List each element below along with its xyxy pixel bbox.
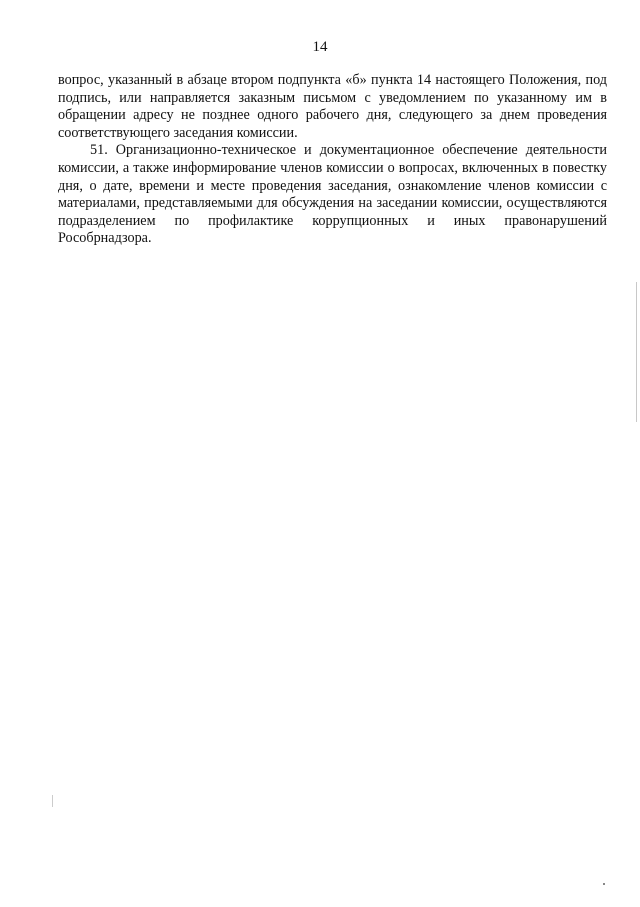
paragraph-continuation: вопрос, указанный в абзаце втором подпункта «б» пункта 14 настоящего Положения, под подпись, или направляется заказным письмом с уведомлением по указанному им в обращении адресу не позднее одного рабочего дня, следующего за днем проведения соответствующего заседания комиссии.: [58, 72, 607, 141]
scan-dot: [603, 883, 605, 885]
page-number: 14: [312, 39, 328, 55]
scan-edge-mark: [636, 282, 637, 422]
document-body: [58, 72, 607, 248]
scan-speck: [52, 795, 53, 807]
paragraph-item-51: 51. Организационно-техническое и документационное обеспечение деятельности комиссии, а также информирование членов комиссии о вопросах, включенных в повестку дня, о дате, времени и месте проведения заседания, ознакомление членов комиссии с материалами, представляемыми для обсуждения на заседании комиссии, осуществляются подразделением по профилактике коррупционных и иных правонарушений Рособрнадзора.: [58, 142, 607, 247]
